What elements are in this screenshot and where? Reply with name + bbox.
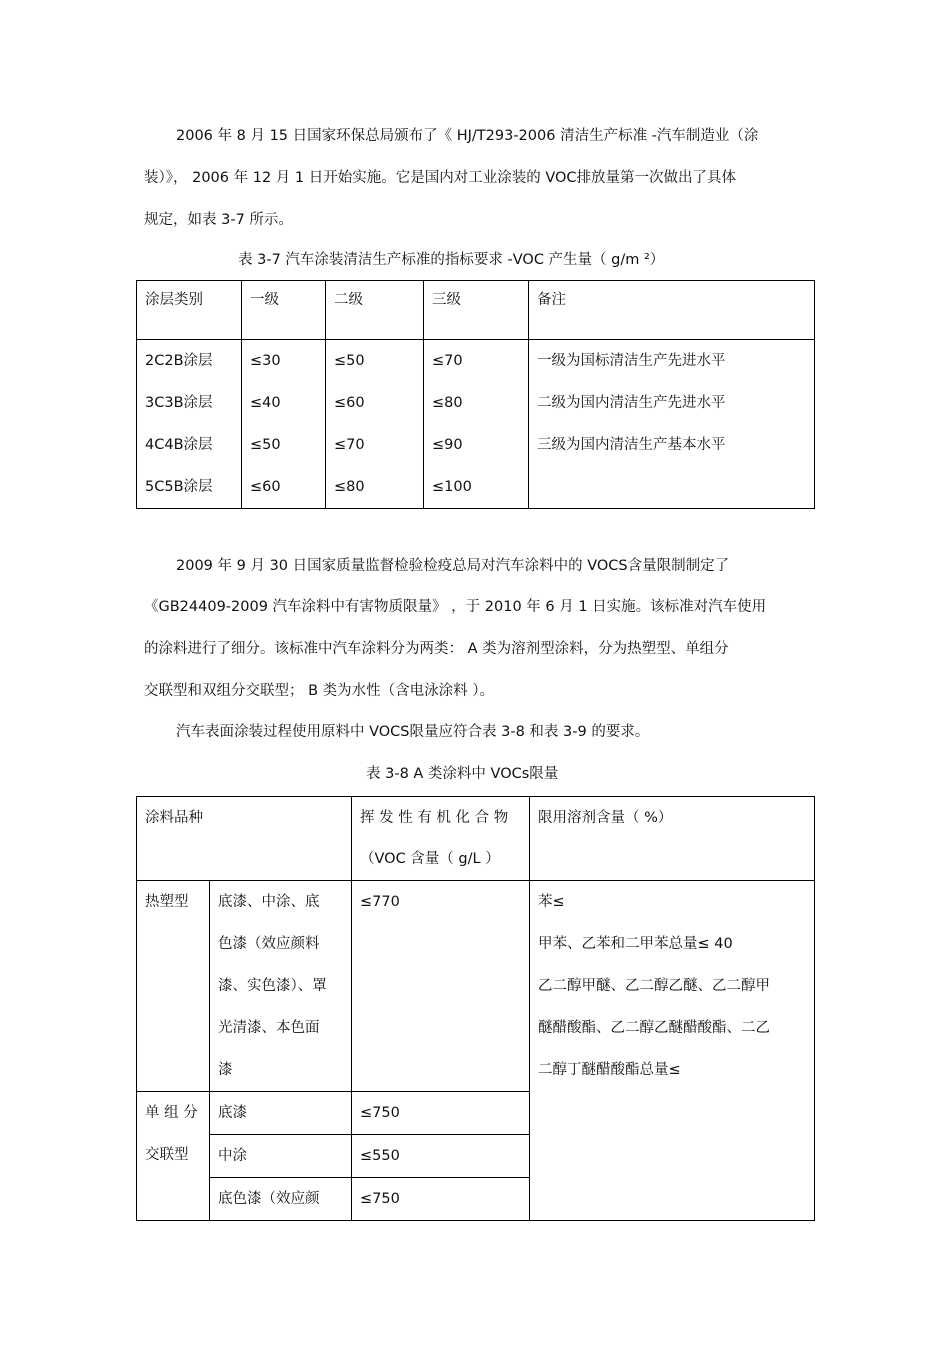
limit-benzene: 苯≤ [538, 894, 565, 910]
para2-line-2: 《GB24409-2009 汽车涂料中有害物质限量》 ，于 2010 年 6 月 1 日实施。该标准对汽车使用 [144, 599, 767, 615]
thermo-item-4: 光清漆、本色面 [218, 1020, 320, 1036]
level1-5c5b: ≤60 [250, 479, 281, 495]
level-2-cell [326, 340, 424, 509]
level-3-cell [424, 340, 529, 509]
single-basecoat-voc: ≤750 [352, 1178, 530, 1221]
note-level-1: 一级为国标清洁生产先进水平 [537, 353, 726, 369]
thermo-item-1: 底漆、中涂、底 [218, 894, 320, 910]
para2-line-1: 2009 年 9 月 30 日国家质量监督检验检疫总局对汽车涂料中的 VOCS含量限制制定了 [176, 558, 730, 574]
thermoplastic-row [137, 881, 815, 1092]
note-level-2: 二级为国内清洁生产先进水平 [537, 395, 726, 411]
table-3-7 [136, 280, 815, 509]
thermoplastic-voc: ≤770 [352, 881, 530, 1092]
level3-4c4b: ≤90 [432, 437, 463, 453]
level3-3c3b: ≤80 [432, 395, 463, 411]
para1-line-2: 装）》， 2006 年 12 月 1 日开始实施。它是国内对工业涂装的 VOC排放量第一次做出了具体 [144, 170, 737, 186]
limit-glycol-2: 醚醋酸酯、乙二醇乙醚醋酸酯、二乙 [538, 1020, 770, 1036]
header-level-3: 三级 [424, 281, 529, 340]
table1-body-row [137, 340, 815, 509]
coating-3c3b: 3C3B涂层 [145, 395, 213, 411]
coating-2c2b: 2C2B涂层 [145, 353, 213, 369]
limit-glycol-3: 二醇丁醚醋酸酯总量≤ [538, 1062, 681, 1078]
level3-2c2b: ≤70 [432, 353, 463, 369]
thermoplastic-items [210, 881, 352, 1092]
thermoplastic-label: 热塑型 [137, 881, 210, 1092]
coating-type-cell [137, 340, 242, 509]
level2-4c4b: ≤70 [334, 437, 365, 453]
para1-line-3: 规定，如表 3-7 所示。 [144, 212, 293, 228]
header-coating-type: 涂层类别 [137, 281, 242, 340]
level1-3c3b: ≤40 [250, 395, 281, 411]
coating-4c4b: 4C4B涂层 [145, 437, 213, 453]
notes-cell [529, 340, 815, 509]
level1-2c2b: ≤30 [250, 353, 281, 369]
level2-2c2b: ≤50 [334, 353, 365, 369]
single-basecoat-item: 底色漆（效应颜 [210, 1178, 352, 1221]
header-voc-content [352, 797, 530, 881]
limit-glycol-1: 乙二醇甲醚、乙二醇乙醚、乙二醇甲 [538, 978, 770, 994]
header-voc-line-1: 挥 发 性 有 机 化 合 物 [360, 810, 509, 826]
thermo-item-2: 色漆（效应颜料 [218, 936, 320, 952]
para2-line-3: 的涂料进行了细分。该标准中汽车涂料分为两类： A 类为溶剂型涂料，分为热塑型、单组分 [144, 641, 729, 657]
para2-line-4: 交联型和双组分交联型； B 类为水性（含电泳涂料 ）。 [144, 683, 495, 699]
header-notes: 备注 [529, 281, 815, 340]
header-level-2: 二级 [326, 281, 424, 340]
thermo-item-5: 漆 [218, 1062, 233, 1078]
level-1-cell [242, 340, 326, 509]
thermo-item-3: 漆、实色漆）、罩 [218, 978, 327, 994]
table1-header-row [137, 281, 815, 340]
header-voc-line-2: （VOC 含量（ g/L ） [360, 851, 500, 867]
single-primer-voc: ≤750 [352, 1092, 530, 1135]
single-primer-item: 底漆 [210, 1092, 352, 1135]
para1-line-1: 2006 年 8 月 15 日国家环保总局颁布了《 HJ/T293-2006 清洁生产标准 -汽车制造业（涂 [176, 128, 759, 144]
header-solvent-limit: 限用溶剂含量（ %） [530, 797, 815, 881]
level1-4c4b: ≤50 [250, 437, 281, 453]
solvent-limits-cell [530, 881, 815, 1221]
level2-5c5b: ≤80 [334, 479, 365, 495]
single-component-label [137, 1092, 210, 1221]
para3: 汽车表面涂装过程使用原料中 VOCS限量应符合表 3-8 和表 3-9 的要求。 [176, 724, 650, 740]
table2-header-row [137, 797, 815, 881]
single-mid-voc: ≤550 [352, 1135, 530, 1178]
header-paint-type: 涂料品种 [137, 797, 352, 881]
note-level-3: 三级为国内清洁生产基本水平 [537, 437, 726, 453]
limit-toluene: 甲苯、乙苯和二甲苯总量≤ 40 [538, 936, 733, 952]
table1-caption: 表 3-7 汽车涂装清洁生产标准的指标要求 -VOC 产生量（ g/m ²） [238, 252, 665, 268]
table2-caption: 表 3-8 A 类涂料中 VOCs限量 [366, 766, 559, 782]
header-level-1: 一级 [242, 281, 326, 340]
level2-3c3b: ≤60 [334, 395, 365, 411]
table-3-8 [136, 796, 815, 1221]
coating-5c5b: 5C5B涂层 [145, 479, 213, 495]
level3-5c5b: ≤100 [432, 479, 472, 495]
single-label-line-1: 单 组 分 [145, 1105, 198, 1121]
single-mid-item: 中涂 [210, 1135, 352, 1178]
single-label-line-2: 交联型 [145, 1147, 189, 1163]
